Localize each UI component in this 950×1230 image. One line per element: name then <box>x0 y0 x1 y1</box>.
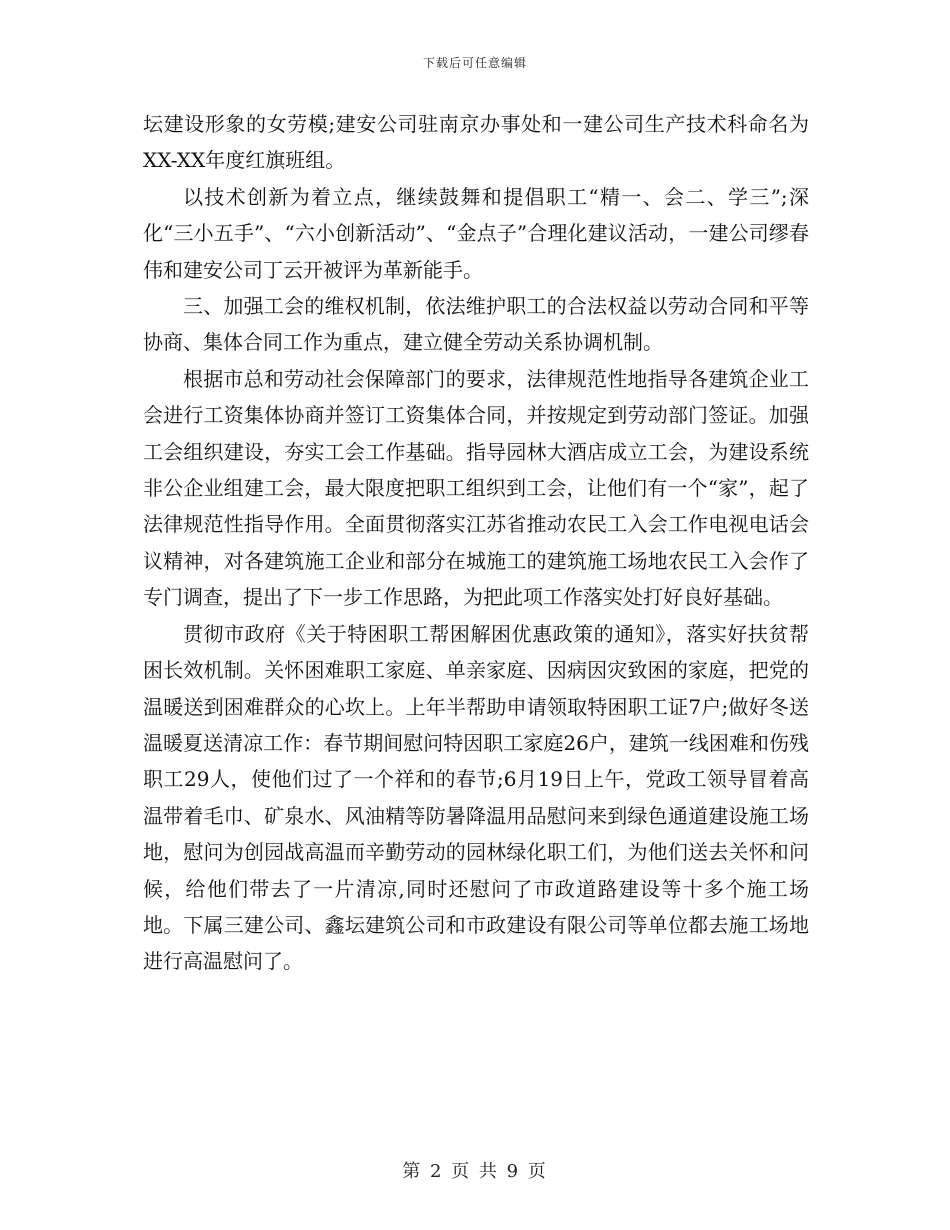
paragraph-3: 三、加强工会的维权机制，依法维护职工的合法权益以劳动合同和平等协商、集体合同工作为重点，建立健全劳动关系协调机制。 <box>143 294 809 355</box>
paragraph-4: 根据市总和劳动社会保障部门的要求，法律规范性地指导各建筑企业工会进行工资集体协商并签订工资集体合同，并按规定到劳动部门签证。加强工会组织建设，夯实工会工作基础。指导园林大酒店成立工会，为建设系统非公企业组建工会，最大限度把职工组织到工会，让他们有一个“家”，起了法律规范性指导作用。全面贯彻落实江苏省推动农民工入会工作电视电话会议精神，对各建筑施工企业和部分在城施工的建筑施工场地农民工入会作了专门调查，提出了下一步工作思路，为把此项工作落实处打好良好基础。 <box>143 366 809 610</box>
paragraph-1: 坛建设形象的女劳模;建安公司驻南京办事处和一建公司生产技术科命名为XX-XX年度红旗班组。 <box>143 112 809 173</box>
page-header: 下载后可任意编辑 <box>422 56 527 70</box>
page-footer: 第 2 页 共 9 页 <box>402 1161 548 1182</box>
paragraph-5: 贯彻市政府《关于特困职工帮困解困优惠政策的通知》，落实好扶贫帮困长效机制。关怀困难职工家庭、单亲家庭、因病因灾致困的家庭，把党的温暖送到困难群众的心坎上。上年半帮助申请领取特困职工证7户;做好冬送温暖夏送清凉工作：春节期间慰问特因职工家庭26户，建筑一线困难和伤残职工29人，使他们过了一个祥和的春节;6月19日上午，党政工领导冒着高温带着毛巾、矿泉水、风油精等防暑降温用品慰问来到绿色通道建设施工场地，慰问为创园战高温而辛勤劳动的园林绿化职工们，为他们送去关怀和问候，给他们带去了一片清凉,同时还慰问了市政道路建设等十多个施工场地。下属三建公司、鑫坛建筑公司和市政建设有限公司等单位都去施工场地进行高温慰问了。 <box>143 621 809 974</box>
paragraph-2: 以技术创新为着立点，继续鼓舞和提倡职工“精一、会二、学三”;深化“三小五手”、“六小创新活动”、“金点子”合理化建议活动，一建公司缪春伟和建安公司丁云开被评为革新能手。 <box>143 184 809 282</box>
body-text <box>143 106 809 980</box>
